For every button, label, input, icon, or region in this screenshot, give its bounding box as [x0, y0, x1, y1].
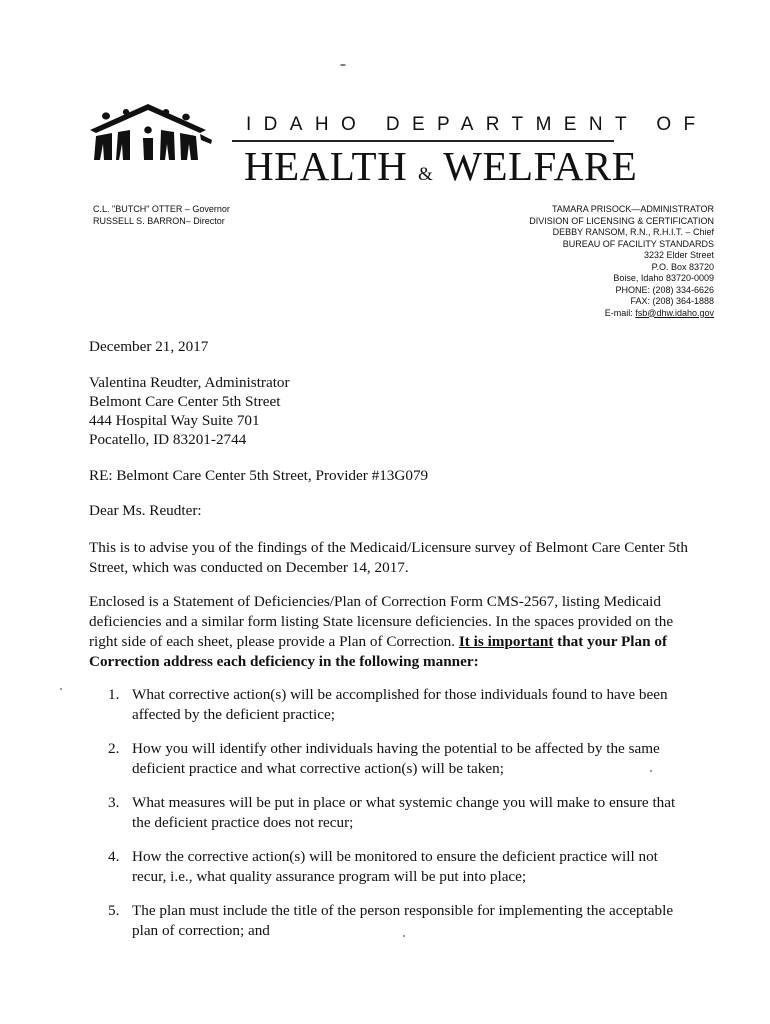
- city-line: Boise, Idaho 83720-0009: [613, 273, 714, 283]
- administrator-line: TAMARA PRISOCK—ADMINISTRATOR: [551, 204, 714, 214]
- step-number: 5.: [108, 902, 120, 919]
- step-text: What measures will be put in place or what systemic change you will make to ensure that the deficient practice does not recur;: [132, 794, 676, 831]
- step-number: 4.: [108, 848, 120, 865]
- agency-name-line2: [244, 143, 638, 189]
- letterhead-rule: [232, 140, 614, 142]
- list-item: [108, 685, 688, 725]
- agency-health: HEALTH: [244, 143, 408, 189]
- scan-speck: [650, 770, 652, 772]
- po-box-line: P.O. Box 83720: [651, 261, 714, 272]
- important-rest: that your Plan of Correction address each deficiency in the following manner:: [89, 633, 668, 670]
- division-line: DIVISION OF LICENSING & CERTIFICATION: [529, 215, 714, 226]
- agency-ampersand: &: [417, 164, 434, 185]
- step-text: How the corrective action(s) will be monitored to ensure the deficient practice will not recur, i.e., what quality assurance program will be put into place;: [132, 848, 658, 885]
- important-underlined: It is important: [458, 633, 554, 650]
- correction-steps-list: [108, 685, 688, 955]
- list-item: [108, 739, 688, 779]
- list-item: [108, 793, 688, 833]
- email-label: E-mail:: [604, 307, 633, 318]
- email-line: [529, 308, 714, 320]
- agency-welfare: WELFARE: [443, 143, 638, 189]
- step-number: 2.: [108, 740, 120, 757]
- enclosure-paragraph: [89, 592, 689, 672]
- governor-director-block: [93, 204, 230, 227]
- facility-name: Belmont Care Center 5th Street: [89, 393, 281, 410]
- subject-line: RE: Belmont Care Center 5th Street, Provider #13G079: [89, 467, 429, 484]
- step-text: How you will identify other individuals having the potential to be affected by the same deficient practice and what corrective action(s) will be taken;: [132, 740, 660, 777]
- street-address: 444 Hospital Way Suite 701: [89, 412, 260, 429]
- chief-line: DEBBY RANSOM, R.N., R.H.I.T. – Chief: [552, 227, 714, 237]
- list-item: [108, 847, 688, 887]
- step-text: The plan must include the title of the person responsible for implementing the acceptable plan of correction; and: [132, 902, 674, 939]
- scan-speck: [340, 64, 346, 66]
- bureau-line: BUREAU OF FACILITY STANDARDS: [562, 238, 714, 249]
- street-line: 3232 Elder Street: [643, 250, 714, 260]
- step-text: What corrective action(s) will be accomplished for those individuals found to have been affected by the deficient practice;: [132, 686, 668, 723]
- division-contact-block: [529, 204, 714, 319]
- scan-speck: [403, 935, 405, 937]
- director-line: RUSSELL S. BARRON– Director: [93, 215, 225, 226]
- governor-line: C.L. "BUTCH" OTTER – Governor: [93, 204, 230, 214]
- city-state-zip: Pocatello, ID 83201-2744: [89, 431, 247, 448]
- letter-date: December 21, 2017: [89, 338, 209, 355]
- step-number: 1.: [108, 686, 120, 703]
- phone-line: PHONE: (208) 334-6626: [615, 284, 714, 295]
- people-silhouettes-icon: [88, 100, 218, 162]
- fax-line: FAX: (208) 364-1888: [630, 296, 714, 306]
- email-link[interactable]: fsb@dhw.idaho.gov: [635, 307, 714, 318]
- list-item: [108, 901, 688, 941]
- findings-paragraph: This is to advise you of the findings of the Medicaid/Licensure survey of Belmont Care Center 5th Street, which was conducted on December 14, 2017.: [89, 539, 688, 576]
- salutation: Dear Ms. Reudter:: [89, 502, 202, 519]
- enclosure-text: Enclosed is a Statement of Deficiencies/Plan of Correction Form CMS-2567, listing Medicaid deficiencies and a similar form listing State licensure deficiencies. In the spaces provided on the right side of each sheet, please provide a Plan of Correction.: [89, 593, 674, 650]
- agency-name-line1: IDAHO DEPARTMENT OF: [246, 114, 708, 135]
- recipient-address: [89, 373, 689, 449]
- step-number: 3.: [108, 794, 120, 811]
- scan-speck: [60, 688, 62, 690]
- recipient-name: Valentina Reudter, Administrator: [89, 374, 290, 391]
